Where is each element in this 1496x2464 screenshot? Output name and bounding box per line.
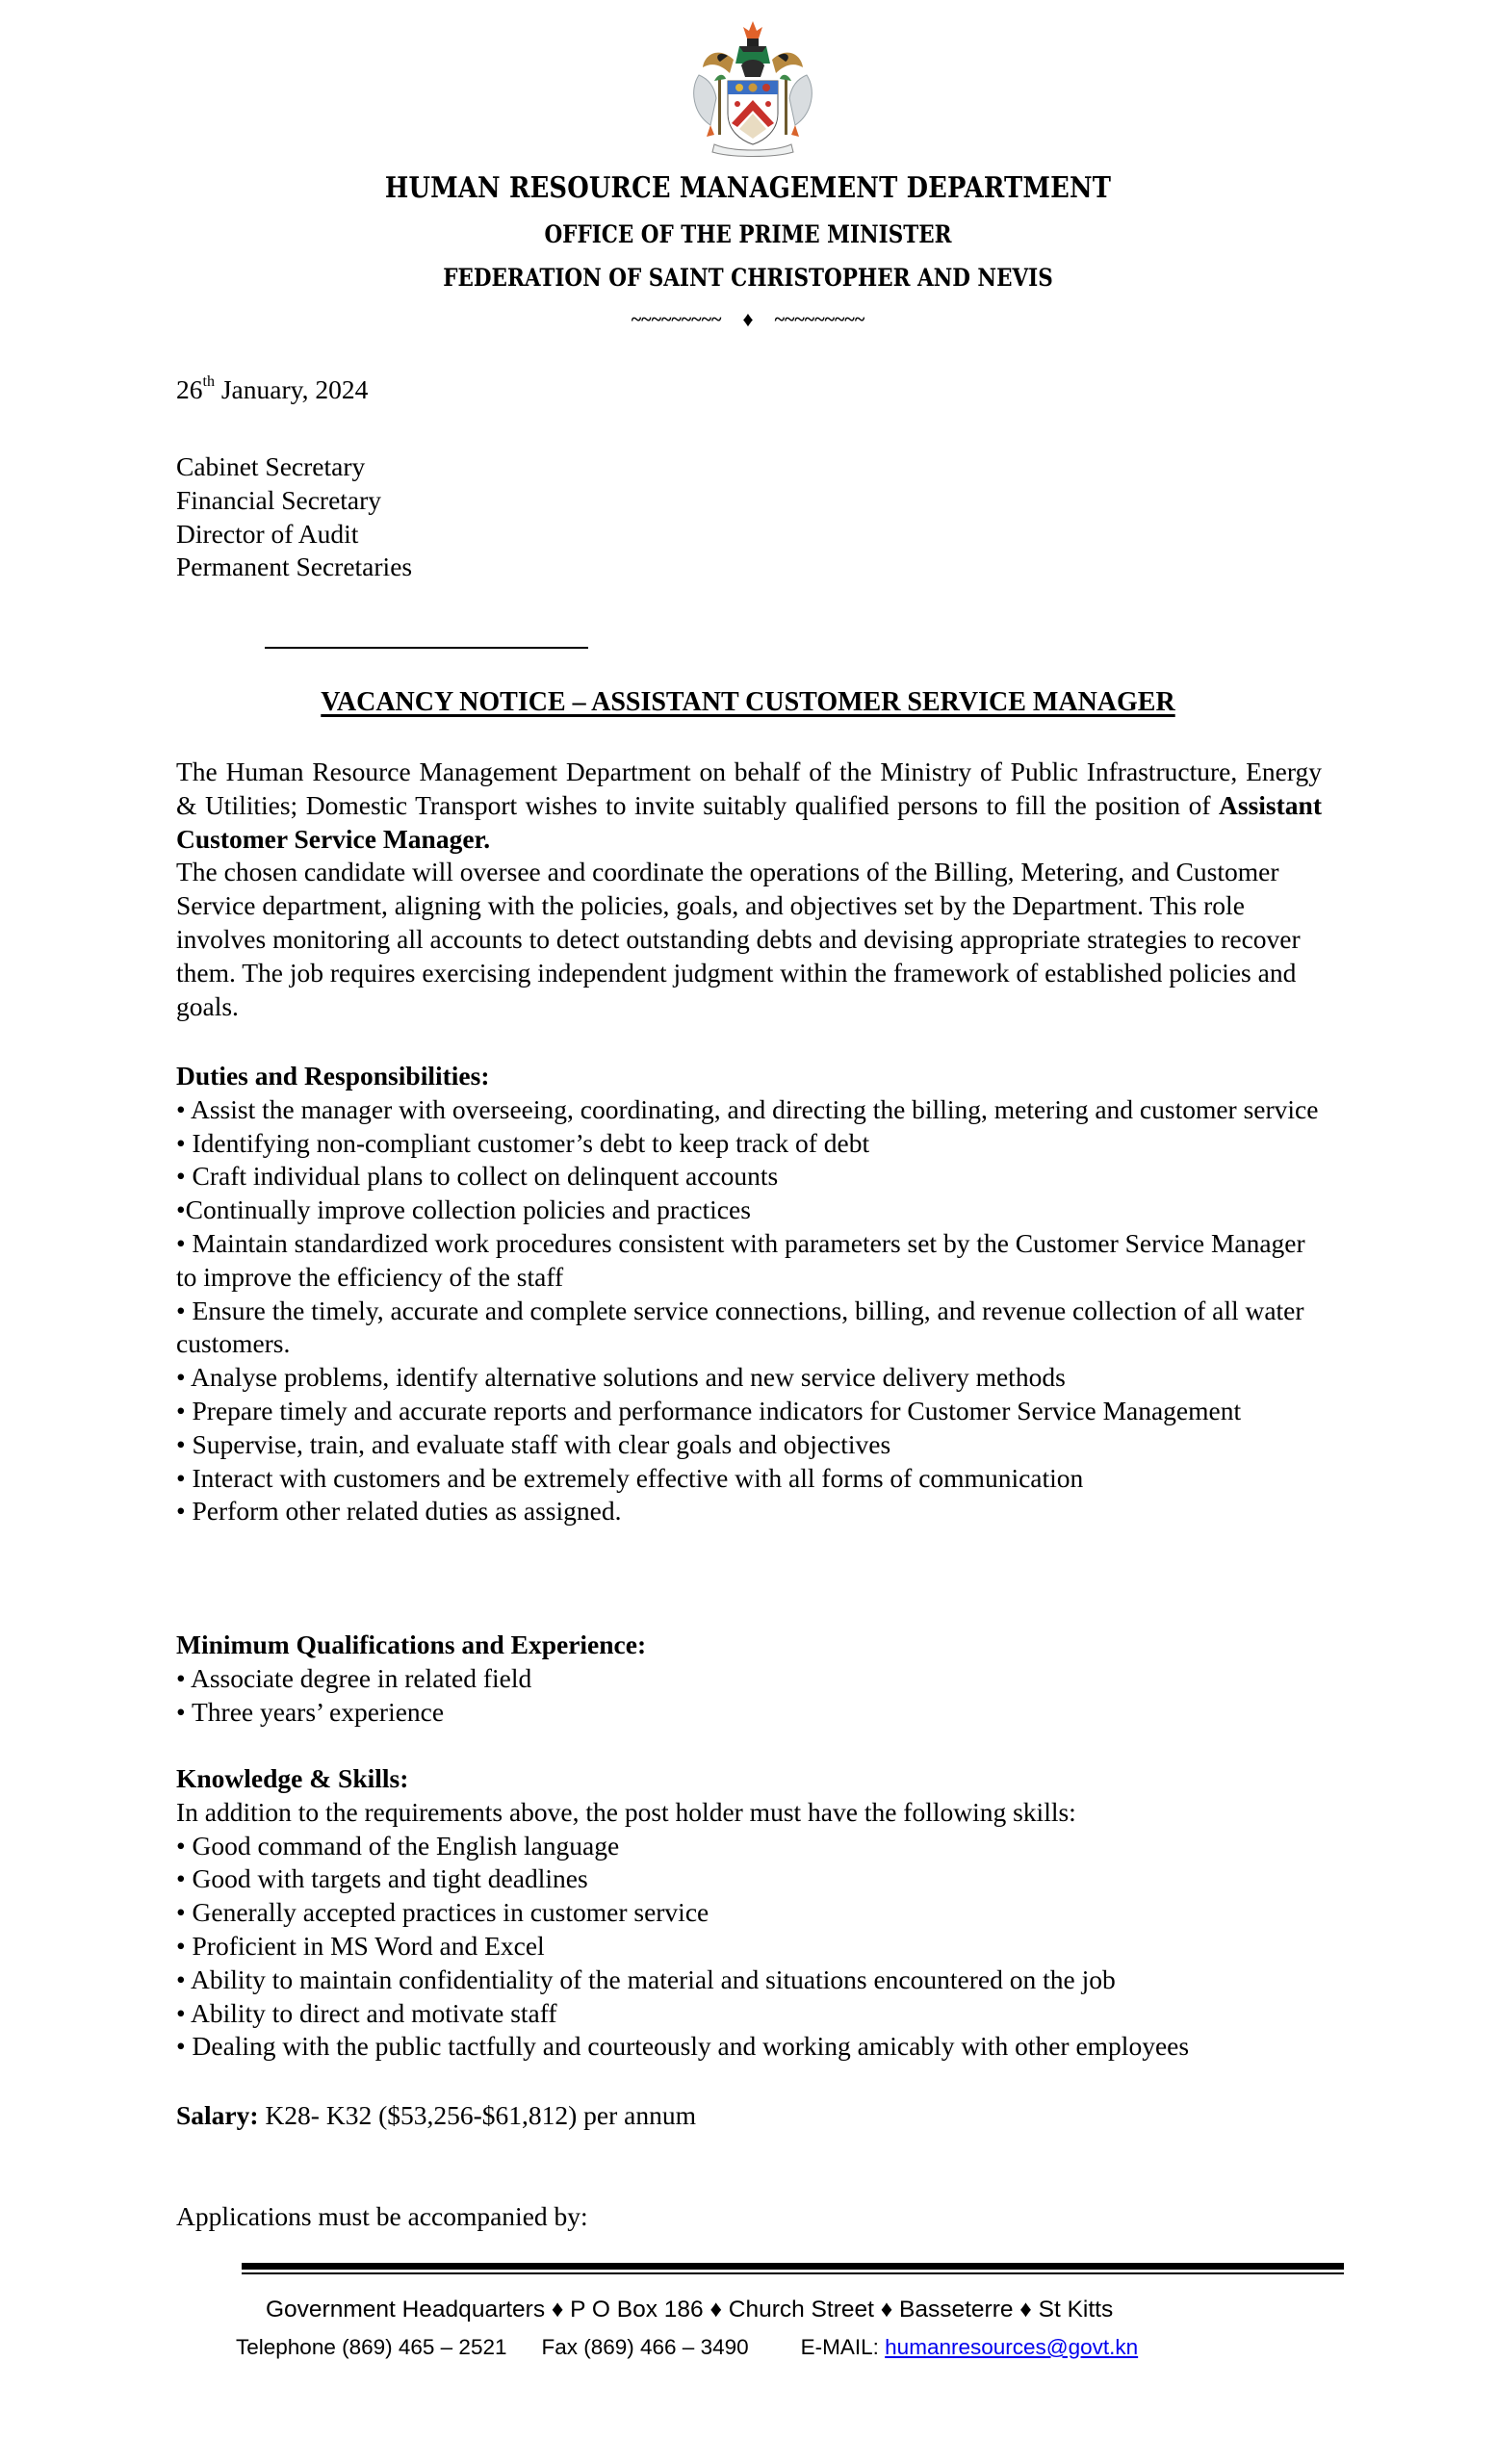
list-item: • Generally accepted practices in customer service: [176, 1897, 709, 1928]
separator-tildes-right: ~~~~~~~~~: [774, 309, 865, 330]
list-item: • Maintain standardized work procedures consistent with parameters set by the Customer Service Manager to improve the efficiency of the staff: [176, 1227, 1305, 1292]
list-item: • Associate degree in related field: [176, 1662, 532, 1693]
salary-value: K28- K32 ($53,256-$61,812) per annum: [258, 2100, 696, 2130]
section-heading: Knowledge & Skills:: [176, 1763, 409, 1793]
office-name: OFFICE OF THE PRIME MINISTER: [544, 220, 952, 248]
list-item: • Ensure the timely, accurate and complete service connections, billing, and revenue collection of all water customers.: [176, 1295, 1304, 1359]
list-item: • Three years’ experience: [176, 1696, 445, 1727]
footer-email-label: E-MAIL:: [800, 2335, 886, 2359]
list-item: • Prepare timely and accurate reports and performance indicators for Customer Service Management: [176, 1395, 1242, 1425]
footer-rule-thin: [242, 2272, 1344, 2274]
recipient: Cabinet Secretary: [176, 451, 366, 481]
recipients-block: [176, 450, 1322, 584]
list-item: • Supervise, train, and evaluate staff with clear goals and objectives: [176, 1428, 891, 1459]
date-suffix: th: [202, 372, 215, 390]
letterhead-separator: [0, 306, 1496, 331]
vacancy-title: VACANCY NOTICE – ASSISTANT CUSTOMER SERVICE MANAGER: [321, 687, 1175, 717]
divider: [265, 647, 588, 649]
footer-address: Government Headquarters ♦ P O Box 186 ♦ Church Street ♦ Basseterre ♦ St Kitts: [266, 2297, 1114, 2323]
list-item: •Continually improve collection policies and practices: [176, 1194, 751, 1225]
separator-tildes-left: ~~~~~~~~~: [631, 309, 722, 330]
date-month-year: January, 2024: [214, 374, 369, 404]
duties-list: [176, 1093, 1322, 1528]
diamond-icon: ♦: [742, 307, 754, 331]
list-item: • Good with targets and tight deadlines: [176, 1863, 588, 1894]
list-item: • Ability to maintain confidentiality of the material and situations encountered on the job: [176, 1964, 1116, 1994]
federation-name: FEDERATION OF SAINT CHRISTOPHER AND NEVIS: [443, 264, 1053, 292]
qualifications-list: [176, 1662, 1322, 1730]
list-item: • Interact with customers and be extremely effective with all forms of communication: [176, 1462, 1084, 1493]
date-day: 26: [176, 374, 203, 404]
list-item: • Good command of the English language: [176, 1830, 620, 1861]
recipient: Director of Audit: [176, 518, 359, 549]
email-link[interactable]: humanresources@govt.kn: [885, 2335, 1139, 2359]
recipient: Permanent Secretaries: [176, 552, 413, 582]
letter-date: [176, 373, 1322, 407]
skills-intro: In addition to the requirements above, the post holder must have the following skills:: [176, 1796, 1076, 1827]
skills-section: [176, 1762, 1322, 2064]
intro-paragraph: [176, 756, 1322, 856]
applications-text: Applications must be accompanied by:: [176, 2201, 588, 2231]
list-item: • Proficient in MS Word and Excel: [176, 1930, 545, 1961]
position-name: Assistant Customer Service Manager.: [176, 789, 1322, 854]
list-item: • Analyse problems, identify alternative solutions and new service delivery methods: [176, 1362, 1066, 1393]
salary-line: [176, 2099, 1322, 2133]
list-item: • Ability to direct and motivate staff: [176, 1997, 557, 2028]
list-item: • Perform other related duties as assigned.: [176, 1496, 622, 1527]
coat-of-arms-icon: [685, 17, 820, 157]
skills-list: [176, 1830, 1322, 2065]
list-item: • Craft individual plans to collect on delinquent accounts: [176, 1161, 779, 1192]
intro-text: The Human Resource Management Department on behalf of the Ministry of Public Infrastructure, Energy & Utilities; Domestic Transport wishes to invite suitably qualified persons to fill the position of: [176, 757, 1322, 820]
section-heading: Minimum Qualifications and Experience:: [176, 1630, 647, 1659]
qualifications-section: [176, 1629, 1322, 1729]
recipient: Financial Secretary: [176, 484, 382, 515]
list-item: • Identifying non-compliant customer’s debt to keep track of debt: [176, 1127, 870, 1158]
section-heading: Duties and Responsibilities:: [176, 1061, 490, 1091]
footer-contact: [236, 2335, 1138, 2360]
duties-section: [176, 1060, 1322, 1528]
department-name: HUMAN RESOURCE MANAGEMENT DEPARTMENT: [384, 171, 1112, 205]
role-description: The chosen candidate will oversee and coordinate the operations of the Billing, Metering, and Customer Service department, aligning with the policies, goals, and objectives set by the Department. This role involves monitoring all accounts to detect outstanding debts and devising appropriate strategies to recover them. The job requires exercising independent judgment within the framework of established policies and goals.: [176, 857, 1301, 1021]
list-item: • Dealing with the public tactfully and courteously and working amicably with other employees: [176, 2031, 1190, 2062]
footer-fax: Fax (869) 466 – 3490: [541, 2335, 749, 2359]
salary-label: Salary:: [176, 2100, 259, 2130]
list-item: • Assist the manager with overseeing, coordinating, and directing the billing, metering and customer service: [176, 1093, 1319, 1124]
footer-telephone: Telephone (869) 465 – 2521: [236, 2335, 507, 2359]
footer-rule: [242, 2263, 1344, 2270]
intro-section: [176, 756, 1322, 1023]
